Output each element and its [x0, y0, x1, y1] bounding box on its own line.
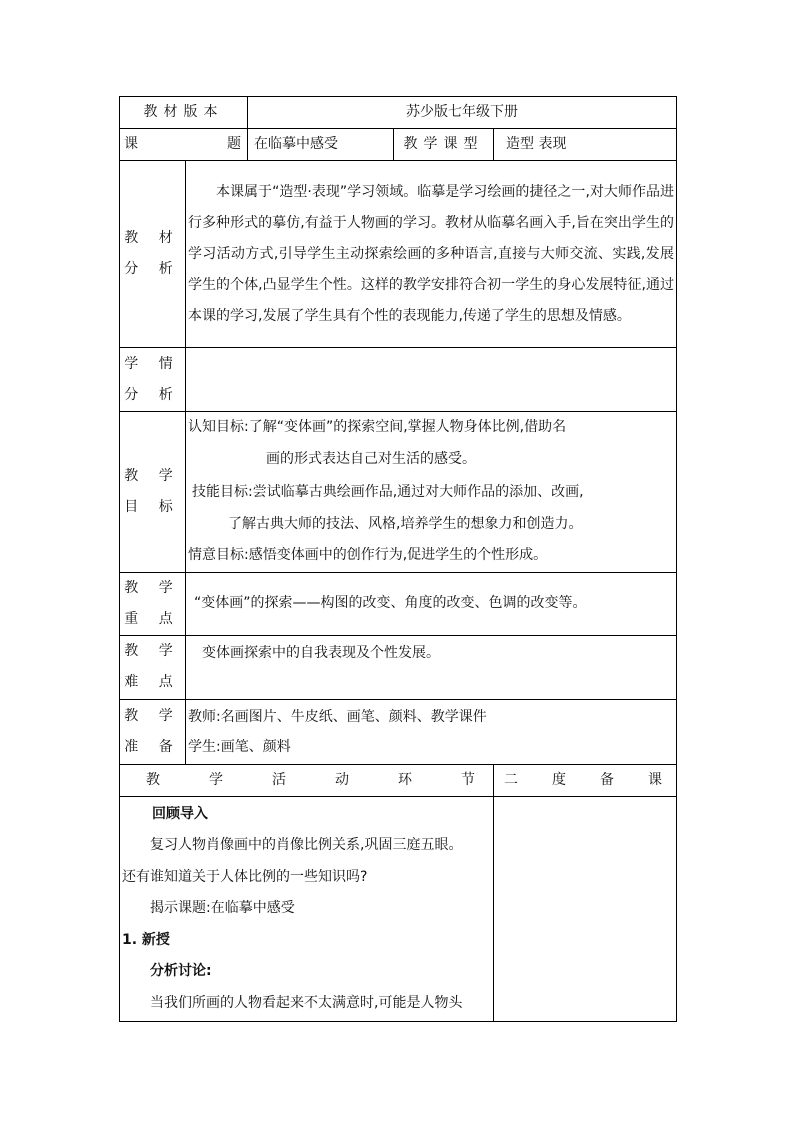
prep-student: 学生:画笔、颜料 [188, 738, 291, 755]
topic-reveal: 揭示课题:在临摹中感受 [150, 900, 295, 916]
activity-header-char: 节 [461, 771, 475, 788]
edition-row [120, 97, 677, 129]
edition-label: 教材版本 [120, 97, 248, 129]
student-row [120, 348, 677, 412]
prep-label-line1: 教 学 [124, 707, 181, 724]
key-label [120, 572, 186, 635]
activity-header [120, 764, 494, 796]
key-label-line2: 重 点 [124, 610, 181, 627]
goal-skill-line2: 了解古典大师的技法、风格,培养学生的想象力和创造力。 [228, 515, 583, 532]
key-label-line1: 教 学 [124, 579, 181, 596]
goals-label-line2: 目 标 [124, 498, 181, 515]
analysis-label [120, 161, 186, 348]
goal-emotion: 情意目标:感悟变体画中的创作行为,促进学生的个性形成。 [188, 547, 548, 563]
revision-header-char: 备 [600, 771, 614, 788]
student-text [186, 348, 677, 412]
analysis-text: 本课属于“造型·表现”学习领域。临摹是学习绘画的捷径之一,对大师作品进行多种形式的摹仿,有益于人物画的学习。教材从临摹名画入手,旨在突出学生的学习活动方式,引导学生主动探索绘画的多种语言,直接与大师交流、实践,发展学生的个体,凸显学生个性。这样的教学安排符合初一学生的身心发展特征,通过本课的学习,发展了学生具有个性的表现能力,传递了学生的思想及情感。 [188, 183, 674, 324]
discuss-title: 分析讨论: [150, 963, 212, 979]
prep-label [120, 699, 186, 764]
lesson-type-label: 教学课型 [394, 129, 494, 161]
goal-cognitive-line1: 认知目标:了解“变体画”的探索空间,掌握人物身体比例,借助名 [188, 419, 567, 435]
activity-header-char: 活 [272, 771, 286, 788]
activity-header-char: 动 [335, 771, 349, 788]
activity-header-char: 教 [146, 771, 160, 788]
activity-header-row [120, 764, 677, 796]
discuss-text: 当我们所画的人物看起来不太满意时,可能是人物头 [150, 994, 463, 1011]
goal-cognitive-line2: 画的形式表达自己对生活的感受。 [266, 450, 476, 467]
prep-cell [186, 699, 677, 764]
prep-row [120, 699, 677, 764]
analysis-row [120, 161, 677, 348]
topic-label [120, 129, 248, 161]
activity-header-char: 学 [209, 771, 223, 788]
revision-header-char: 二 [504, 771, 518, 788]
topic-row [120, 129, 677, 161]
topic-label-left: 课 [124, 136, 138, 152]
difficulty-row [120, 635, 677, 699]
key-text: “变体画”的探索——构图的改变、角度的改变、色调的改变等。 [186, 572, 677, 635]
activity-cell [120, 796, 494, 1022]
key-row [120, 572, 677, 635]
goals-cell [186, 412, 677, 573]
revision-header [494, 764, 677, 796]
difficulty-text: 变体画探索中的自我表现及个性发展。 [186, 635, 677, 699]
new-section-title: 1. 新授 [122, 931, 170, 948]
review-title: 回顾导入 [152, 805, 208, 822]
review-text-line1: 复习人物肖像画中的肖像比例关系,巩固三庭五眼。 [150, 837, 463, 853]
lesson-plan-table [119, 96, 677, 1022]
goal-skill-line1: 技能目标:尝试临摹古典绘画作品,通过对大师作品的添加、改画, [192, 484, 584, 500]
analysis-text-cell [186, 161, 677, 348]
activity-header-char: 环 [398, 771, 412, 788]
activity-row [120, 796, 677, 1022]
revision-header-char: 课 [648, 771, 662, 788]
revision-cell [494, 796, 677, 1022]
student-label-line1: 学 情 [124, 355, 181, 372]
edition-value: 苏少版七年级下册 [248, 97, 677, 129]
difficulty-label-line2: 难 点 [124, 674, 181, 690]
topic-value: 在临摹中感受 [248, 129, 394, 161]
review-text-line2: 还有谁知道关于人体比例的一些知识吗? [122, 868, 368, 885]
goals-label-line1: 教 学 [124, 467, 181, 484]
difficulty-label-line1: 教 学 [124, 643, 181, 659]
student-label-line2: 分 析 [124, 386, 181, 403]
prep-teacher: 教师:名画图片、牛皮纸、画笔、颜料、教学课件 [188, 708, 487, 725]
analysis-label-line2: 分 析 [124, 261, 181, 277]
lesson-type-value: 造型 表现 [494, 129, 677, 161]
topic-label-right: 题 [227, 136, 241, 152]
difficulty-label [120, 635, 186, 699]
analysis-label-line1: 教 材 [124, 230, 181, 246]
goals-row [120, 412, 677, 573]
prep-label-line2: 准 备 [124, 738, 181, 755]
student-label [120, 348, 186, 412]
revision-header-char: 度 [552, 771, 566, 788]
goals-label [120, 412, 186, 573]
